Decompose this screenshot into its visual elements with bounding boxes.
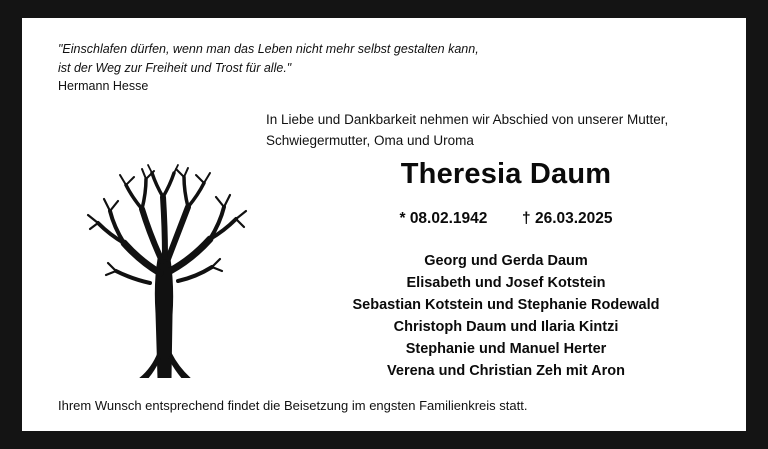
list-item: Sebastian Kotstein und Stephanie Rodewald <box>352 297 660 314</box>
funeral-note: Ihrem Wunsch entsprechend findet die Beisetzung im engsten Familienkreis statt. <box>58 398 528 413</box>
obituary-notice-card <box>22 18 746 431</box>
intro-line-1: In Liebe und Dankbarkeit nehmen wir Abschied von unserer Mutter, <box>266 112 669 127</box>
quote-line-1: "Einschlafen dürfen, wenn man das Leben nicht mehr selbst gestalten kann, <box>58 42 479 56</box>
death-symbol: † <box>522 210 531 227</box>
list-item: Christoph Daum und Ilaria Kintzi <box>393 319 619 336</box>
intro-text <box>266 110 736 152</box>
list-item: Elisabeth und Josef Kotstein <box>406 275 606 292</box>
list-item: Stephanie und Manuel Herter <box>405 341 607 358</box>
list-item: Verena und Christian Zeh mit Aron <box>387 363 625 380</box>
list-item: Georg und Gerda Daum <box>424 253 588 269</box>
quote-line-2: ist der Weg zur Freiheit und Trost für alle." <box>58 60 292 75</box>
bare-tree-icon <box>70 163 260 378</box>
intro-line-2: Schwiegermutter, Oma und Uroma <box>266 132 474 148</box>
quote-block <box>58 40 528 78</box>
quote-author: Hermann Hesse <box>58 79 149 93</box>
survivors-list <box>266 250 746 382</box>
deceased-name: Theresia Daum <box>400 158 612 190</box>
birth-symbol: * <box>399 210 406 227</box>
death-date: 26.03.2025 <box>534 210 613 227</box>
life-dates <box>266 210 746 228</box>
birth-date: 08.02.1942 <box>409 210 488 227</box>
